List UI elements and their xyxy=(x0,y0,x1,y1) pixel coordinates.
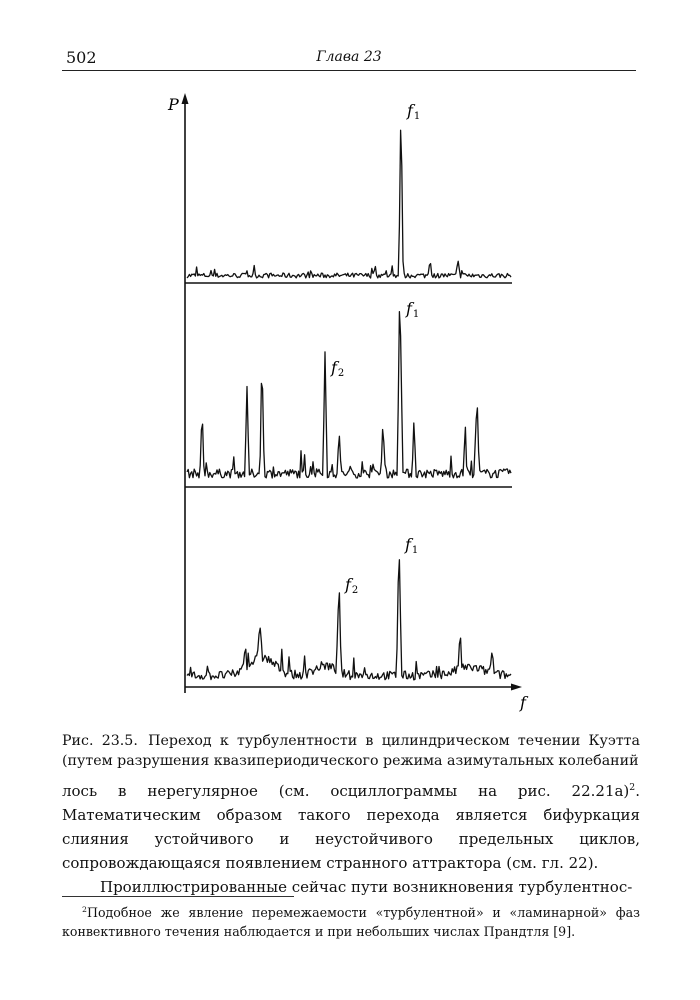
paragraph-1-end: . Математическим образом такого перехода является бифуркация слияния устойчивого и неустойчивого предельных циклов, сопровождающаяся появлением странного аттрактора (см. гл. 22). xyxy=(62,782,640,872)
footnote xyxy=(62,903,640,941)
footnote-divider xyxy=(62,896,294,897)
caption-text: Переход к турбулентности в цилиндрическом течении Куэтта (путем разрушения квазипериодического режима азимутальных колебаний xyxy=(62,733,640,769)
panel1-spectrum xyxy=(187,130,511,278)
body-text xyxy=(62,779,640,899)
x-axis-arrow xyxy=(511,684,522,691)
page-header xyxy=(62,46,636,71)
spectra-figure xyxy=(150,90,550,720)
panel1-f1-label: f1 xyxy=(407,101,421,122)
footnote-ref[interactable]: 2 xyxy=(629,782,636,793)
paragraph-2: Проиллюстрированные сейчас пути возникновения турбулентнос- xyxy=(100,878,633,896)
footnote-text: Подобное же явление перемежаемости «турбулентной» и «ламинарной» фаз конвективного течения наблюдается и при небольших числах Прандтля [9]. xyxy=(62,905,640,939)
panel3-f2-label: f2 xyxy=(345,575,359,596)
page-number: 502 xyxy=(66,48,97,67)
panel2-spectrum xyxy=(187,312,511,478)
y-axis-arrow xyxy=(182,93,189,104)
x-axis-label: f xyxy=(520,693,526,712)
caption-label: Рис. 23.5. xyxy=(62,733,138,749)
panel2-f1-label: f1 xyxy=(406,299,420,320)
panel2-f2-label: f2 xyxy=(331,358,345,379)
panel3-f1-label: f1 xyxy=(405,535,419,556)
paragraph-1-start: лось в нерегулярное (см. осциллограммы на рис. 22.21а) xyxy=(62,782,630,800)
figure-caption xyxy=(62,731,640,771)
paragraph-1 xyxy=(62,779,640,875)
y-axis-label: P xyxy=(168,95,179,114)
footnote-marker: 2 xyxy=(82,904,87,914)
spectra-svg xyxy=(150,90,550,720)
running-head: Глава 23 xyxy=(316,49,382,65)
